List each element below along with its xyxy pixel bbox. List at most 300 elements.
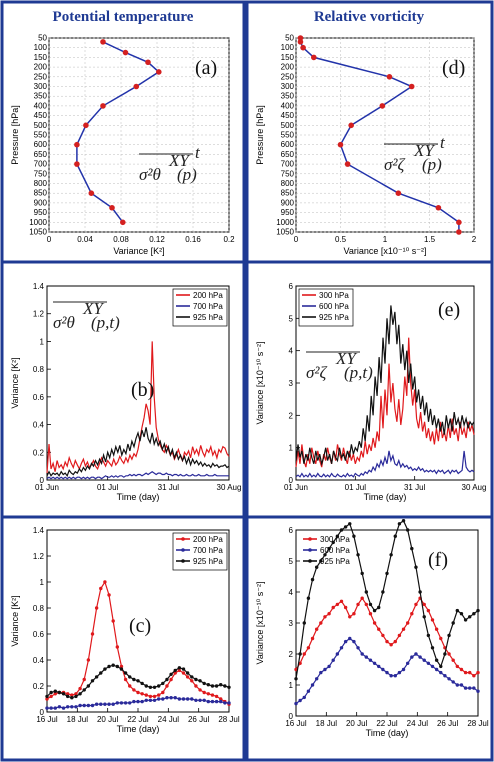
data-point	[435, 668, 438, 671]
data-point	[145, 59, 151, 65]
y-tick-label: 1	[39, 337, 44, 347]
legend-marker	[308, 559, 312, 563]
y-tick-label: 0	[39, 708, 44, 717]
data-point	[385, 572, 388, 575]
data-point	[398, 634, 401, 637]
panel-c	[10, 526, 240, 734]
formula-overbar-label: XY	[169, 151, 189, 170]
data-point	[136, 700, 139, 703]
data-point	[95, 675, 98, 678]
legend-marker	[181, 559, 185, 563]
data-point	[165, 696, 168, 699]
x-tick-label: 1	[382, 235, 388, 244]
panel-d	[255, 34, 477, 257]
data-point	[365, 655, 368, 658]
data-point	[100, 103, 106, 109]
data-point	[360, 652, 363, 655]
data-point	[294, 677, 297, 680]
data-point	[161, 697, 164, 700]
data-point	[394, 674, 397, 677]
data-point	[294, 702, 297, 705]
data-point	[145, 699, 148, 702]
data-point	[157, 697, 160, 700]
data-point	[66, 705, 69, 708]
data-point	[78, 687, 81, 690]
formula-overbar-label: XY	[83, 299, 103, 318]
y-tick-label: 0.6	[32, 392, 44, 402]
data-point	[145, 693, 148, 696]
data-point	[169, 678, 172, 681]
data-point	[83, 123, 89, 129]
legend-label: 700 hPa	[193, 546, 223, 555]
data-point	[456, 665, 459, 668]
data-point	[194, 678, 197, 681]
data-point	[389, 553, 392, 556]
x-axis-label: Time (day)	[365, 728, 409, 738]
y-tick-label: 50	[285, 33, 294, 43]
y-tick-label: 1.2	[32, 309, 44, 319]
data-point	[398, 671, 401, 674]
y-tick-label: 1000	[29, 217, 47, 227]
data-point	[182, 697, 185, 700]
y-tick-label: 4	[288, 346, 293, 356]
data-point	[451, 680, 454, 683]
data-point	[472, 612, 475, 615]
data-point	[369, 659, 372, 662]
x-tick-label: 22 Jul	[127, 715, 149, 724]
formula-symbol: σ²θ	[53, 313, 75, 332]
data-point	[356, 603, 359, 606]
data-point	[352, 535, 355, 538]
data-point	[298, 699, 301, 702]
panel-label: (f)	[428, 549, 448, 571]
data-point	[124, 701, 127, 704]
data-point	[348, 522, 351, 525]
data-point	[78, 692, 81, 695]
data-point	[202, 691, 205, 694]
data-point	[315, 566, 318, 569]
data-point	[124, 678, 127, 681]
formula-symbol: σ²ζ	[384, 155, 405, 174]
data-point	[447, 652, 450, 655]
panel-e	[255, 282, 486, 502]
data-point	[300, 45, 306, 51]
data-point	[435, 659, 438, 662]
y-tick-label: 700	[280, 159, 294, 169]
data-point	[165, 678, 168, 681]
data-point	[406, 528, 409, 531]
y-tick-label: 450	[33, 111, 47, 121]
legend-marker	[181, 537, 185, 541]
data-point	[472, 686, 475, 689]
x-tick-label: 18 Jul	[315, 719, 338, 728]
y-axis-label: Variance [x10⁻¹⁰ s⁻²]	[255, 581, 265, 665]
y-tick-label: 400	[33, 101, 47, 111]
data-point	[323, 615, 326, 618]
formula-superscript: t	[195, 143, 200, 162]
formula-superscript: t	[440, 133, 445, 152]
data-point	[447, 634, 450, 637]
data-point	[186, 675, 189, 678]
data-point	[373, 609, 376, 612]
data-point	[377, 665, 380, 668]
data-point	[427, 609, 430, 612]
data-point	[377, 628, 380, 631]
data-point	[128, 684, 131, 687]
data-point	[373, 621, 376, 624]
data-point	[298, 652, 301, 655]
data-point	[402, 628, 405, 631]
data-point	[307, 597, 310, 600]
x-tick-label: 0.04	[77, 235, 93, 244]
data-point	[211, 700, 214, 703]
y-tick-label: 1	[39, 578, 44, 587]
data-point	[435, 628, 438, 631]
data-point	[389, 643, 392, 646]
data-point	[223, 701, 226, 704]
legend-label: 925 hPa	[193, 313, 223, 322]
x-tick-label: 0	[293, 235, 299, 244]
y-axis-label: Variance [x10⁻¹⁰ s⁻²]	[255, 341, 265, 425]
data-point	[111, 664, 114, 667]
data-point	[120, 667, 123, 670]
y-tick-label: 1.4	[32, 282, 44, 291]
x-tick-label: 0.12	[149, 235, 165, 244]
data-point	[352, 640, 355, 643]
data-point	[360, 597, 363, 600]
data-point	[332, 659, 335, 662]
data-point	[83, 678, 86, 681]
data-point	[165, 684, 168, 687]
y-tick-label: 0.8	[32, 604, 44, 613]
legend-label: 200 hPa	[193, 535, 223, 544]
data-point	[194, 699, 197, 702]
data-point	[91, 632, 94, 635]
formula-argument: (p,t)	[91, 313, 120, 332]
data-point	[132, 678, 135, 681]
data-point	[381, 590, 384, 593]
data-point	[472, 674, 475, 677]
y-tick-label: 0.4	[32, 420, 44, 430]
y-tick-label: 5	[288, 314, 293, 324]
y-tick-label: 100	[280, 43, 294, 53]
data-point	[456, 220, 462, 226]
data-point	[91, 679, 94, 682]
panel-f	[255, 519, 489, 738]
data-point	[182, 667, 185, 670]
legend-label: 925 hPa	[319, 313, 349, 322]
y-axis-label: Pressure [hPa]	[10, 105, 20, 165]
x-axis-label: Time (day)	[363, 492, 407, 502]
data-point	[410, 612, 413, 615]
data-point	[303, 652, 306, 655]
data-point	[380, 103, 386, 109]
data-point	[409, 84, 415, 90]
data-point	[327, 612, 330, 615]
x-tick-label: 16 Jul	[36, 715, 58, 724]
y-tick-label: 1050	[29, 227, 47, 237]
panel-label: (c)	[129, 615, 152, 637]
y-tick-label: 500	[33, 120, 47, 130]
x-tick-label: 28 Jul	[467, 719, 489, 728]
x-tick-label: 22 Jul	[376, 719, 398, 728]
data-point	[223, 684, 226, 687]
legend-marker	[308, 548, 312, 552]
data-point	[45, 695, 48, 698]
data-point	[431, 618, 434, 621]
x-tick-label: 20 Jul	[96, 715, 119, 724]
legend-label: 200 hPa	[193, 291, 223, 300]
data-point	[169, 673, 172, 676]
data-point	[356, 553, 359, 556]
y-tick-label: 5	[288, 557, 293, 566]
data-point	[307, 690, 310, 693]
data-point	[207, 700, 210, 703]
data-point	[319, 621, 322, 624]
y-tick-label: 300	[280, 82, 294, 91]
data-point	[111, 619, 114, 622]
data-point	[211, 684, 214, 687]
data-point	[95, 703, 98, 706]
data-point	[436, 205, 442, 211]
data-point	[456, 609, 459, 612]
data-point	[174, 696, 177, 699]
data-point	[70, 696, 73, 699]
data-point	[54, 706, 57, 709]
data-point	[352, 612, 355, 615]
data-point	[116, 645, 119, 648]
data-point	[74, 142, 80, 148]
data-point	[373, 662, 376, 665]
x-tick-label: 0.2	[223, 235, 235, 244]
data-point	[134, 84, 140, 90]
data-point	[120, 220, 126, 226]
data-point	[194, 684, 197, 687]
data-point	[207, 683, 210, 686]
data-point	[406, 662, 409, 665]
x-tick-label: 30 Aug	[216, 483, 242, 492]
y-tick-label: 0.2	[32, 448, 44, 458]
data-point	[365, 603, 368, 606]
data-point	[116, 701, 119, 704]
data-point	[468, 686, 471, 689]
data-point	[443, 652, 446, 655]
legend-label: 600 hPa	[319, 302, 349, 311]
data-point	[311, 683, 314, 686]
data-point	[464, 618, 467, 621]
x-tick-label: 0.5	[334, 235, 347, 244]
formula-overbar-label: XY	[336, 349, 356, 368]
data-point	[87, 658, 90, 661]
y-tick-label: 600	[280, 140, 294, 150]
y-tick-label: 700	[33, 159, 47, 169]
data-point	[145, 684, 148, 687]
data-point	[74, 695, 77, 698]
y-tick-label: 550	[33, 130, 47, 140]
y-tick-label: 850	[280, 188, 294, 198]
data-point	[460, 668, 463, 671]
data-point	[178, 697, 181, 700]
data-point	[149, 695, 152, 698]
data-point	[99, 587, 102, 590]
data-point	[427, 634, 430, 637]
data-point	[109, 205, 115, 211]
x-tick-label: 01 Jun	[34, 483, 60, 492]
panel-b	[10, 282, 241, 502]
legend-marker	[308, 537, 312, 541]
y-tick-label: 500	[280, 120, 294, 130]
y-tick-label: 850	[33, 188, 47, 198]
data-point	[103, 667, 106, 670]
data-point	[198, 679, 201, 682]
legend-label: 925 hPa	[320, 557, 350, 566]
data-point	[111, 703, 114, 706]
data-point	[83, 688, 86, 691]
data-point	[219, 683, 222, 686]
y-tick-label: 3	[288, 619, 293, 628]
y-tick-label: 900	[33, 198, 47, 208]
data-point	[202, 699, 205, 702]
legend-marker	[181, 548, 185, 552]
data-point	[99, 703, 102, 706]
x-tick-label: 31 Jul	[403, 483, 426, 492]
y-tick-label: 2	[288, 411, 293, 421]
y-tick-label: 650	[33, 149, 47, 159]
data-point	[298, 39, 304, 45]
data-point	[348, 615, 351, 618]
data-point	[227, 701, 230, 704]
data-point	[186, 671, 189, 674]
data-point	[107, 703, 110, 706]
data-point	[186, 697, 189, 700]
y-tick-label: 950	[33, 208, 47, 218]
data-point	[344, 525, 347, 528]
data-point	[431, 646, 434, 649]
data-point	[319, 671, 322, 674]
data-point	[340, 528, 343, 531]
data-point	[202, 682, 205, 685]
data-point	[153, 695, 156, 698]
formula-argument: (p)	[177, 165, 197, 184]
formula-overbar-label: XY	[414, 141, 434, 160]
y-tick-label: 6	[288, 282, 293, 291]
data-point	[58, 691, 61, 694]
data-point	[120, 701, 123, 704]
data-point	[464, 671, 467, 674]
legend-label: 925 hPa	[193, 557, 223, 566]
x-tick-label: 24 Jul	[157, 715, 180, 724]
data-point	[456, 229, 462, 235]
y-tick-label: 200	[280, 62, 294, 72]
y-tick-label: 4	[288, 588, 293, 597]
y-tick-label: 0.4	[32, 656, 44, 665]
x-tick-label: 30 Aug	[461, 483, 487, 492]
data-point	[476, 609, 479, 612]
x-tick-label: 28 Jul	[218, 715, 240, 724]
x-axis-label: Time (day)	[116, 724, 160, 734]
data-point	[468, 671, 471, 674]
data-point	[423, 659, 426, 662]
data-point	[402, 668, 405, 671]
y-tick-label: 750	[280, 169, 294, 179]
x-tick-label: 20 Jul	[345, 719, 368, 728]
x-tick-label: 24 Jul	[406, 719, 429, 728]
legend-label: 600 hPa	[320, 546, 350, 555]
data-point	[70, 705, 73, 708]
data-point	[439, 671, 442, 674]
formula-argument: (p,t)	[344, 363, 373, 382]
data-point	[418, 590, 421, 593]
x-axis-label: Time (day)	[116, 492, 160, 502]
y-tick-label: 0.6	[32, 630, 44, 639]
data-point	[303, 621, 306, 624]
data-point	[157, 693, 160, 696]
legend	[173, 289, 227, 326]
data-point	[340, 600, 343, 603]
y-axis-label: Variance [K²]	[10, 595, 20, 647]
data-point	[460, 612, 463, 615]
data-point	[140, 682, 143, 685]
y-tick-label: 750	[33, 169, 47, 179]
data-point	[311, 637, 314, 640]
y-tick-label: 550	[280, 130, 294, 140]
panel-label: (a)	[195, 57, 218, 79]
data-point	[66, 695, 69, 698]
data-point	[215, 700, 218, 703]
data-point	[100, 39, 106, 45]
data-point	[153, 699, 156, 702]
x-tick-label: 18 Jul	[66, 715, 89, 724]
data-point	[345, 161, 351, 167]
y-tick-label: 400	[280, 101, 294, 111]
data-point	[315, 628, 318, 631]
y-tick-label: 600	[33, 140, 47, 150]
legend	[299, 289, 353, 326]
y-tick-label: 2	[288, 650, 293, 659]
data-point	[107, 593, 110, 596]
data-point	[49, 695, 52, 698]
data-point	[123, 50, 129, 56]
x-tick-label: 0.08	[113, 235, 129, 244]
data-point	[103, 580, 106, 583]
data-point	[99, 671, 102, 674]
x-tick-label: 01 Jul	[344, 483, 367, 492]
data-point	[182, 671, 185, 674]
left-column-title: Potential temperature	[52, 9, 194, 25]
data-point	[410, 655, 413, 658]
x-tick-label: 01 Jul	[96, 483, 119, 492]
data-point	[451, 659, 454, 662]
y-tick-label: 3	[288, 379, 293, 388]
data-point	[327, 665, 330, 668]
y-tick-label: 950	[280, 208, 294, 218]
data-point	[406, 621, 409, 624]
data-point	[456, 683, 459, 686]
y-tick-label: 800	[280, 179, 294, 188]
data-point	[157, 684, 160, 687]
data-point	[311, 55, 317, 61]
x-tick-label: 0	[46, 235, 52, 244]
formula-symbol: σ²ζ	[306, 363, 327, 382]
data-point	[174, 669, 177, 672]
data-point	[336, 603, 339, 606]
data-point	[161, 691, 164, 694]
y-tick-label: 1	[288, 443, 293, 453]
data-point	[381, 668, 384, 671]
data-point	[360, 572, 363, 575]
data-point	[439, 665, 442, 668]
data-point	[49, 706, 52, 709]
